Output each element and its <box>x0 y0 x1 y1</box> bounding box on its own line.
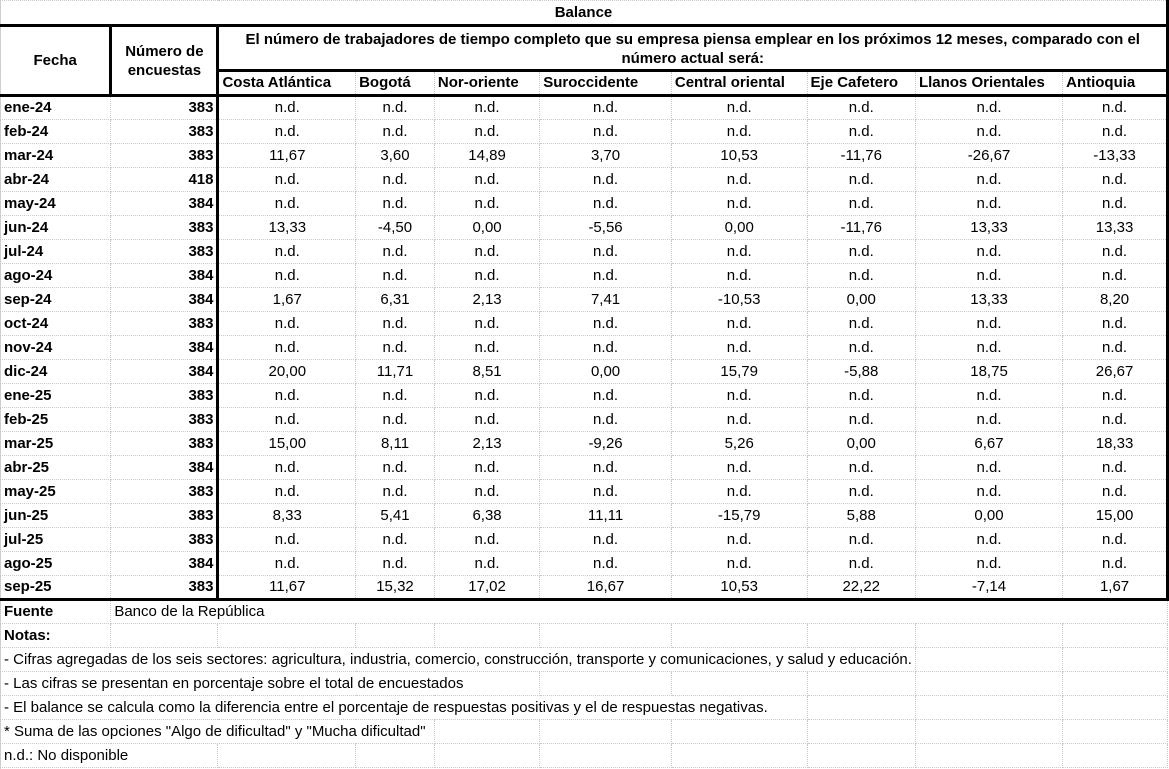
cell-value: 6,67 <box>915 432 1062 456</box>
cell-value: n.d. <box>356 384 435 408</box>
cell-value: n.d. <box>434 408 539 432</box>
empty-cell <box>1063 744 1168 768</box>
cell-fecha: ene-24 <box>1 96 111 120</box>
cell-fecha: jul-25 <box>1 528 111 552</box>
table-row <box>1 216 1168 240</box>
cell-value: n.d. <box>434 336 539 360</box>
empty-cell <box>915 672 1062 696</box>
table-row <box>1 312 1168 336</box>
cell-value: n.d. <box>218 240 356 264</box>
cell-value: n.d. <box>1063 168 1168 192</box>
cell-value: n.d. <box>540 192 672 216</box>
cell-value: 16,67 <box>540 576 672 600</box>
cell-value: n.d. <box>540 240 672 264</box>
cell-value: n.d. <box>434 384 539 408</box>
cell-encuestas: 383 <box>111 528 218 552</box>
cell-value: 22,22 <box>807 576 915 600</box>
cell-value: 0,00 <box>807 432 915 456</box>
empty-cell <box>540 720 672 744</box>
cell-value: n.d. <box>807 240 915 264</box>
cell-value: 5,88 <box>807 504 915 528</box>
cell-value: n.d. <box>671 120 807 144</box>
table-row <box>1 504 1168 528</box>
cell-value: n.d. <box>540 312 672 336</box>
cell-value: n.d. <box>915 240 1062 264</box>
cell-value: n.d. <box>1063 480 1168 504</box>
table-row <box>1 264 1168 288</box>
cell-value: 0,00 <box>434 216 539 240</box>
cell-value: n.d. <box>434 96 539 120</box>
cell-value: n.d. <box>807 120 915 144</box>
cell-value: n.d. <box>915 96 1062 120</box>
table-row <box>1 240 1168 264</box>
cell-value: n.d. <box>915 552 1062 576</box>
fuente-value: Banco de la República <box>111 600 1168 624</box>
cell-value: n.d. <box>540 408 672 432</box>
empty-cell <box>671 720 807 744</box>
cell-encuestas: 384 <box>111 336 218 360</box>
cell-value: n.d. <box>434 192 539 216</box>
empty-cell <box>1063 648 1168 672</box>
table-row <box>1 336 1168 360</box>
empty-cell <box>356 624 435 648</box>
empty-cell <box>807 672 915 696</box>
cell-value: n.d. <box>218 528 356 552</box>
cell-value: n.d. <box>434 120 539 144</box>
cell-fecha: dic-24 <box>1 360 111 384</box>
empty-cell <box>540 672 672 696</box>
cell-value: n.d. <box>671 552 807 576</box>
empty-cell <box>915 696 1062 720</box>
header-question: El número de trabajadores de tiempo completo que su empresa piensa emplear en los próximos 12 meses, comparado con el número actual será: <box>218 26 1168 71</box>
table-row <box>1 456 1168 480</box>
cell-value: n.d. <box>807 456 915 480</box>
cell-value: 3,60 <box>356 144 435 168</box>
table-row <box>1 408 1168 432</box>
cell-fecha: sep-24 <box>1 288 111 312</box>
cell-value: n.d. <box>671 480 807 504</box>
cell-fecha: feb-25 <box>1 408 111 432</box>
cell-value: n.d. <box>356 480 435 504</box>
table-row <box>1 432 1168 456</box>
cell-value: n.d. <box>671 336 807 360</box>
cell-value: n.d. <box>218 120 356 144</box>
cell-value: 8,11 <box>356 432 435 456</box>
cell-value: n.d. <box>1063 336 1168 360</box>
cell-value: n.d. <box>540 96 672 120</box>
cell-value: n.d. <box>807 192 915 216</box>
cell-fecha: ago-24 <box>1 264 111 288</box>
cell-value: n.d. <box>540 480 672 504</box>
cell-value: n.d. <box>434 456 539 480</box>
cell-value: 15,79 <box>671 360 807 384</box>
cell-value: n.d. <box>356 408 435 432</box>
cell-value: n.d. <box>356 528 435 552</box>
cell-value: 8,20 <box>1063 288 1168 312</box>
empty-cell <box>218 744 356 768</box>
note-text: - Cifras agregadas de los seis sectores: agricultura, industria, comercio, construcción, transporte y comunicaciones, y salud y educación. <box>1 648 916 672</box>
cell-value: n.d. <box>356 312 435 336</box>
cell-encuestas: 384 <box>111 360 218 384</box>
cell-value: 8,33 <box>218 504 356 528</box>
cell-value: 8,51 <box>434 360 539 384</box>
cell-value: n.d. <box>218 336 356 360</box>
cell-value: n.d. <box>671 192 807 216</box>
header-region: Bogotá <box>356 71 435 96</box>
cell-value: n.d. <box>218 264 356 288</box>
cell-value: n.d. <box>671 384 807 408</box>
table-row <box>1 360 1168 384</box>
cell-value: 1,67 <box>218 288 356 312</box>
cell-fecha: ago-25 <box>1 552 111 576</box>
header-region: Central oriental <box>671 71 807 96</box>
cell-value: n.d. <box>1063 384 1168 408</box>
cell-value: n.d. <box>671 96 807 120</box>
cell-value: n.d. <box>540 384 672 408</box>
cell-value: 26,67 <box>1063 360 1168 384</box>
cell-value: n.d. <box>434 240 539 264</box>
empty-cell <box>111 624 218 648</box>
cell-value: n.d. <box>356 120 435 144</box>
cell-value: 0,00 <box>807 288 915 312</box>
cell-value: n.d. <box>434 480 539 504</box>
cell-value: n.d. <box>540 552 672 576</box>
cell-value: n.d. <box>356 96 435 120</box>
cell-value: n.d. <box>434 312 539 336</box>
header-region: Nor-oriente <box>434 71 539 96</box>
cell-value: 14,89 <box>434 144 539 168</box>
cell-value: -10,53 <box>671 288 807 312</box>
cell-value: 13,33 <box>915 216 1062 240</box>
cell-value: n.d. <box>356 456 435 480</box>
header-region: Suroccidente <box>540 71 672 96</box>
cell-encuestas: 383 <box>111 120 218 144</box>
cell-value: 10,53 <box>671 144 807 168</box>
cell-fecha: may-25 <box>1 480 111 504</box>
cell-value: n.d. <box>915 384 1062 408</box>
cell-encuestas: 383 <box>111 216 218 240</box>
cell-encuestas: 383 <box>111 576 218 600</box>
cell-value: 6,38 <box>434 504 539 528</box>
cell-fecha: oct-24 <box>1 312 111 336</box>
cell-value: n.d. <box>356 552 435 576</box>
cell-value: n.d. <box>671 240 807 264</box>
table-row <box>1 552 1168 576</box>
empty-cell <box>356 744 435 768</box>
cell-fecha: ene-25 <box>1 384 111 408</box>
cell-value: n.d. <box>807 264 915 288</box>
table-row <box>1 120 1168 144</box>
cell-value: 1,67 <box>1063 576 1168 600</box>
cell-value: n.d. <box>1063 408 1168 432</box>
cell-value: -4,50 <box>356 216 435 240</box>
cell-value: 0,00 <box>540 360 672 384</box>
cell-value: n.d. <box>356 168 435 192</box>
cell-value: n.d. <box>540 528 672 552</box>
cell-encuestas: 418 <box>111 168 218 192</box>
cell-value: n.d. <box>1063 312 1168 336</box>
cell-value: -5,88 <box>807 360 915 384</box>
empty-cell <box>1063 672 1168 696</box>
cell-value: n.d. <box>540 456 672 480</box>
cell-value: -13,33 <box>1063 144 1168 168</box>
cell-value: n.d. <box>218 456 356 480</box>
empty-cell <box>434 624 539 648</box>
cell-value: n.d. <box>434 168 539 192</box>
cell-value: n.d. <box>807 312 915 336</box>
cell-value: 5,26 <box>671 432 807 456</box>
cell-value: n.d. <box>434 264 539 288</box>
header-region: Llanos Orientales <box>915 71 1062 96</box>
empty-cell <box>1063 624 1168 648</box>
cell-value: 11,11 <box>540 504 672 528</box>
cell-value: n.d. <box>671 456 807 480</box>
cell-value: n.d. <box>915 456 1062 480</box>
empty-cell <box>540 744 672 768</box>
cell-value: 2,13 <box>434 432 539 456</box>
cell-value: n.d. <box>671 312 807 336</box>
cell-encuestas: 383 <box>111 504 218 528</box>
cell-fecha: may-24 <box>1 192 111 216</box>
cell-encuestas: 383 <box>111 144 218 168</box>
cell-value: 13,33 <box>1063 216 1168 240</box>
cell-value: n.d. <box>807 528 915 552</box>
cell-fecha: sep-25 <box>1 576 111 600</box>
cell-value: n.d. <box>434 528 539 552</box>
header-encuestas: Número de encuestas <box>111 26 218 96</box>
cell-value: 11,67 <box>218 144 356 168</box>
cell-value: n.d. <box>218 408 356 432</box>
empty-cell <box>540 624 672 648</box>
table-row <box>1 168 1168 192</box>
cell-value: -15,79 <box>671 504 807 528</box>
cell-value: n.d. <box>807 552 915 576</box>
cell-value: 15,00 <box>218 432 356 456</box>
note-text: n.d.: No disponible <box>1 744 218 768</box>
table-row <box>1 576 1168 600</box>
cell-value: n.d. <box>1063 120 1168 144</box>
cell-value: -7,14 <box>915 576 1062 600</box>
header-region: Costa Atlántica <box>218 71 356 96</box>
cell-value: n.d. <box>434 552 539 576</box>
cell-value: -5,56 <box>540 216 672 240</box>
cell-value: n.d. <box>1063 96 1168 120</box>
cell-value: n.d. <box>1063 192 1168 216</box>
cell-encuestas: 383 <box>111 312 218 336</box>
table-row <box>1 384 1168 408</box>
empty-cell <box>434 744 539 768</box>
cell-value: n.d. <box>915 312 1062 336</box>
cell-encuestas: 384 <box>111 552 218 576</box>
cell-value: n.d. <box>915 336 1062 360</box>
cell-value: -11,76 <box>807 144 915 168</box>
cell-encuestas: 383 <box>111 240 218 264</box>
fuente-label: Fuente <box>1 600 111 624</box>
cell-value: 13,33 <box>915 288 1062 312</box>
cell-value: 10,53 <box>671 576 807 600</box>
table-row <box>1 288 1168 312</box>
cell-encuestas: 383 <box>111 384 218 408</box>
cell-encuestas: 383 <box>111 432 218 456</box>
cell-fecha: nov-24 <box>1 336 111 360</box>
empty-cell <box>807 696 915 720</box>
cell-value: n.d. <box>1063 240 1168 264</box>
empty-cell <box>807 744 915 768</box>
cell-value: n.d. <box>1063 528 1168 552</box>
cell-value: n.d. <box>356 336 435 360</box>
empty-cell <box>1063 720 1168 744</box>
cell-value: 18,33 <box>1063 432 1168 456</box>
cell-fecha: jun-24 <box>1 216 111 240</box>
cell-value: n.d. <box>915 120 1062 144</box>
table-row <box>1 96 1168 120</box>
cell-value: 13,33 <box>218 216 356 240</box>
cell-value: n.d. <box>218 192 356 216</box>
cell-value: n.d. <box>218 480 356 504</box>
cell-value: n.d. <box>915 264 1062 288</box>
cell-value: 0,00 <box>915 504 1062 528</box>
empty-cell <box>1063 696 1168 720</box>
cell-value: n.d. <box>915 408 1062 432</box>
cell-fecha: mar-25 <box>1 432 111 456</box>
cell-value: n.d. <box>807 96 915 120</box>
cell-value: n.d. <box>807 408 915 432</box>
cell-value: n.d. <box>807 480 915 504</box>
table-row <box>1 528 1168 552</box>
cell-value: n.d. <box>356 240 435 264</box>
cell-encuestas: 383 <box>111 480 218 504</box>
cell-value: n.d. <box>218 96 356 120</box>
cell-value: n.d. <box>807 168 915 192</box>
empty-cell <box>434 720 539 744</box>
cell-value: 11,67 <box>218 576 356 600</box>
cell-value: -26,67 <box>915 144 1062 168</box>
cell-value: n.d. <box>671 264 807 288</box>
cell-value: n.d. <box>1063 264 1168 288</box>
empty-cell <box>915 624 1062 648</box>
empty-cell <box>807 624 915 648</box>
cell-value: 11,71 <box>356 360 435 384</box>
table-title: Balance <box>1 1 1168 26</box>
cell-fecha: jun-25 <box>1 504 111 528</box>
empty-cell <box>671 624 807 648</box>
table-row <box>1 144 1168 168</box>
cell-value: 2,13 <box>434 288 539 312</box>
cell-value: n.d. <box>807 336 915 360</box>
note-text: - El balance se calcula como la diferencia entre el porcentaje de respuestas positivas y el de respuestas negativas. <box>1 696 808 720</box>
cell-value: n.d. <box>356 192 435 216</box>
cell-value: 5,41 <box>356 504 435 528</box>
cell-fecha: abr-24 <box>1 168 111 192</box>
empty-cell <box>671 672 807 696</box>
empty-cell <box>807 720 915 744</box>
table-row <box>1 480 1168 504</box>
header-fecha: Fecha <box>1 26 111 96</box>
cell-encuestas: 384 <box>111 264 218 288</box>
cell-fecha: mar-24 <box>1 144 111 168</box>
cell-value: 3,70 <box>540 144 672 168</box>
cell-encuestas: 384 <box>111 456 218 480</box>
cell-value: 15,00 <box>1063 504 1168 528</box>
cell-value: n.d. <box>915 168 1062 192</box>
cell-encuestas: 383 <box>111 96 218 120</box>
cell-fecha: feb-24 <box>1 120 111 144</box>
notas-label: Notas: <box>1 624 111 648</box>
cell-value: n.d. <box>1063 456 1168 480</box>
cell-value: n.d. <box>540 336 672 360</box>
cell-value: n.d. <box>671 168 807 192</box>
header-region: Eje Cafetero <box>807 71 915 96</box>
cell-value: 6,31 <box>356 288 435 312</box>
cell-value: 7,41 <box>540 288 672 312</box>
cell-value: 20,00 <box>218 360 356 384</box>
cell-value: 0,00 <box>671 216 807 240</box>
cell-value: n.d. <box>915 192 1062 216</box>
cell-value: 18,75 <box>915 360 1062 384</box>
empty-cell <box>218 624 356 648</box>
header-region: Antioquia <box>1063 71 1168 96</box>
cell-value: n.d. <box>540 264 672 288</box>
cell-value: n.d. <box>218 168 356 192</box>
cell-fecha: abr-25 <box>1 456 111 480</box>
cell-value: 15,32 <box>356 576 435 600</box>
cell-value: n.d. <box>671 408 807 432</box>
empty-cell <box>915 744 1062 768</box>
empty-cell <box>915 648 1062 672</box>
cell-encuestas: 384 <box>111 288 218 312</box>
cell-value: n.d. <box>540 120 672 144</box>
cell-value: n.d. <box>218 552 356 576</box>
cell-value: n.d. <box>807 384 915 408</box>
note-text: * Suma de las opciones "Algo de dificultad" y "Mucha dificultad" <box>1 720 435 744</box>
cell-encuestas: 384 <box>111 192 218 216</box>
empty-cell <box>915 720 1062 744</box>
cell-value: n.d. <box>915 528 1062 552</box>
empty-cell <box>671 744 807 768</box>
cell-value: n.d. <box>218 312 356 336</box>
cell-value: n.d. <box>218 384 356 408</box>
cell-fecha: jul-24 <box>1 240 111 264</box>
cell-value: n.d. <box>1063 552 1168 576</box>
cell-value: n.d. <box>671 528 807 552</box>
cell-value: n.d. <box>540 168 672 192</box>
cell-value: n.d. <box>356 264 435 288</box>
table-row <box>1 192 1168 216</box>
note-text: - Las cifras se presentan en porcentaje sobre el total de encuestados <box>1 672 540 696</box>
cell-value: -11,76 <box>807 216 915 240</box>
cell-value: 17,02 <box>434 576 539 600</box>
cell-value: n.d. <box>915 480 1062 504</box>
cell-encuestas: 383 <box>111 408 218 432</box>
cell-value: -9,26 <box>540 432 672 456</box>
